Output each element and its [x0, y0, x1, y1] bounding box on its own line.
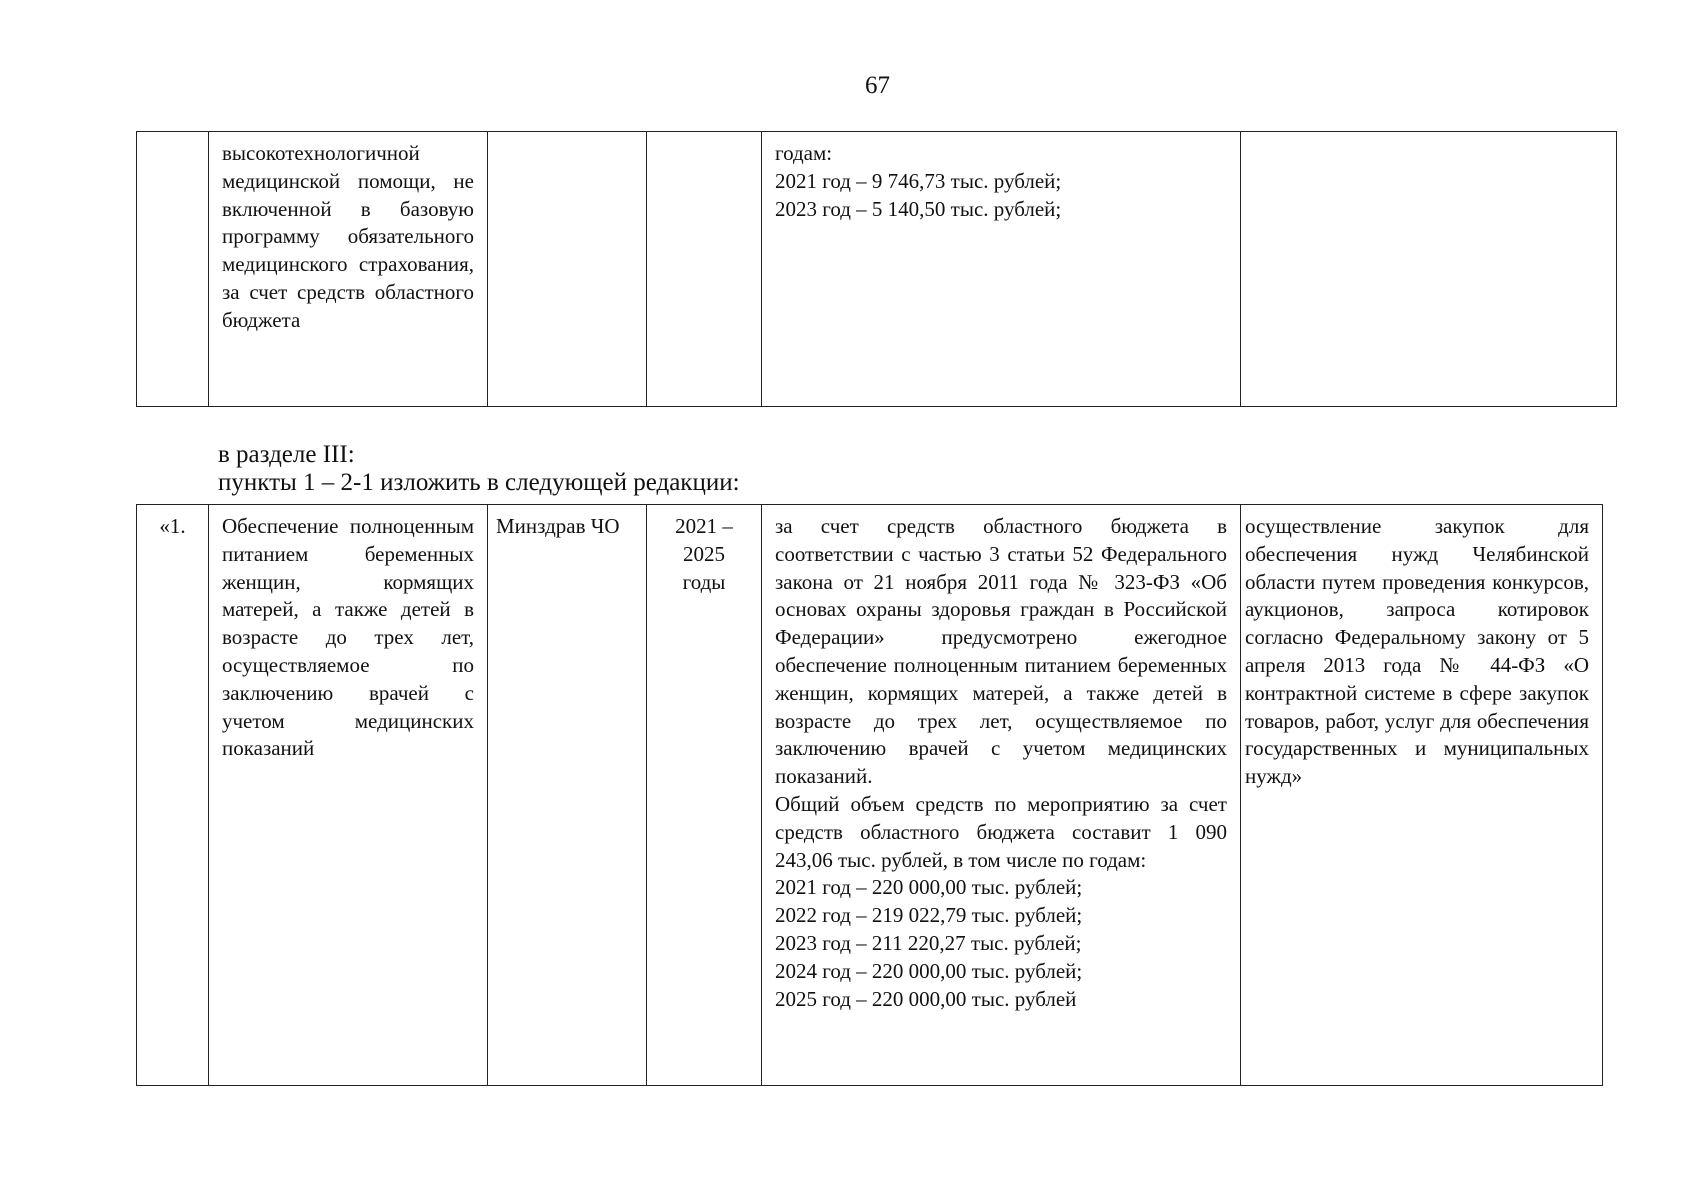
section-heading-line1: в разделе III:: [218, 441, 355, 468]
table-row: [137, 132, 1617, 407]
cell-funding: [762, 505, 1241, 1086]
measures-table: [136, 504, 1603, 1086]
funding-year-line: 2023 год – 211 220,27 тыс. рублей;: [775, 930, 1082, 955]
cell-executor: Минздрав ЧО: [488, 505, 647, 1086]
funding-year-line: 2021 год – 220 000,00 тыс. рублей;: [775, 875, 1083, 900]
section-heading-line2: пункты 1 – 2-1 изложить в следующей редакции:: [218, 469, 740, 496]
funding-line: 2021 год – 9 746,73 тыс. рублей;: [775, 168, 1062, 193]
cell-funding: [762, 132, 1241, 407]
cell-mechanism: [1241, 132, 1617, 407]
funding-paragraph: за счет средств областного бюджета в соответствии с частью 3 статьи 52 Федерального закона от 21 ноября 2011 года № 323-ФЗ «Об основах охраны здоровья граждан в Российской Федерации» предусмотрено ежегодное обеспечение полноценным питанием беременных женщин, кормящих матерей, а также детей в возрасте до трех лет, осуществляемое по заключению врачей с учетом медицинских показаний.: [775, 514, 1227, 789]
cell-number: «1.: [137, 505, 209, 1086]
cell-mechanism: осуществление закупок для обеспечения нужд Челябинской области путем проведения конкурсов, аукционов, запроса котировок согласно Федеральному закону от 5 апреля 2013 года № 44-ФЗ «О контрактной системе в сфере закупок товаров, работ, услуг для обеспечения государственных и муниципальных нужд»: [1241, 505, 1603, 1086]
cell-period: 2021 – 2025 годы: [647, 505, 762, 1086]
section-heading: [218, 441, 740, 497]
cell-executor: [488, 132, 647, 407]
cell-number: [137, 132, 209, 407]
funding-year-line: 2024 год – 220 000,00 тыс. рублей;: [775, 958, 1083, 983]
page-number: 67: [865, 72, 890, 99]
cell-measure-name: высокотехнологичной медицинской помощи, не включенной в базовую программу обязательного медицинского страхования, за счет средств областного бюджета: [209, 132, 488, 407]
funding-year-line: 2025 год – 220 000,00 тыс. рублей: [775, 986, 1077, 1011]
funding-total-paragraph: Общий объем средств по мероприятию за счет средств областного бюджета составит 1 090 243,06 тыс. рублей, в том числе по годам:: [775, 791, 1227, 872]
funding-year-line: 2022 год – 219 022,79 тыс. рублей;: [775, 903, 1083, 928]
measures-table-continuation: [136, 131, 1617, 407]
funding-line: 2023 год – 5 140,50 тыс. рублей;: [775, 196, 1062, 221]
cell-period: [647, 132, 762, 407]
funding-line: годам:: [775, 141, 833, 165]
cell-measure-name: Обеспечение полноценным питанием беременных женщин, кормящих матерей, а также детей в возрасте до трех лет, осуществляемое по заключению врачей с учетом медицинских показаний: [209, 505, 488, 1086]
table-row: [137, 505, 1603, 1086]
